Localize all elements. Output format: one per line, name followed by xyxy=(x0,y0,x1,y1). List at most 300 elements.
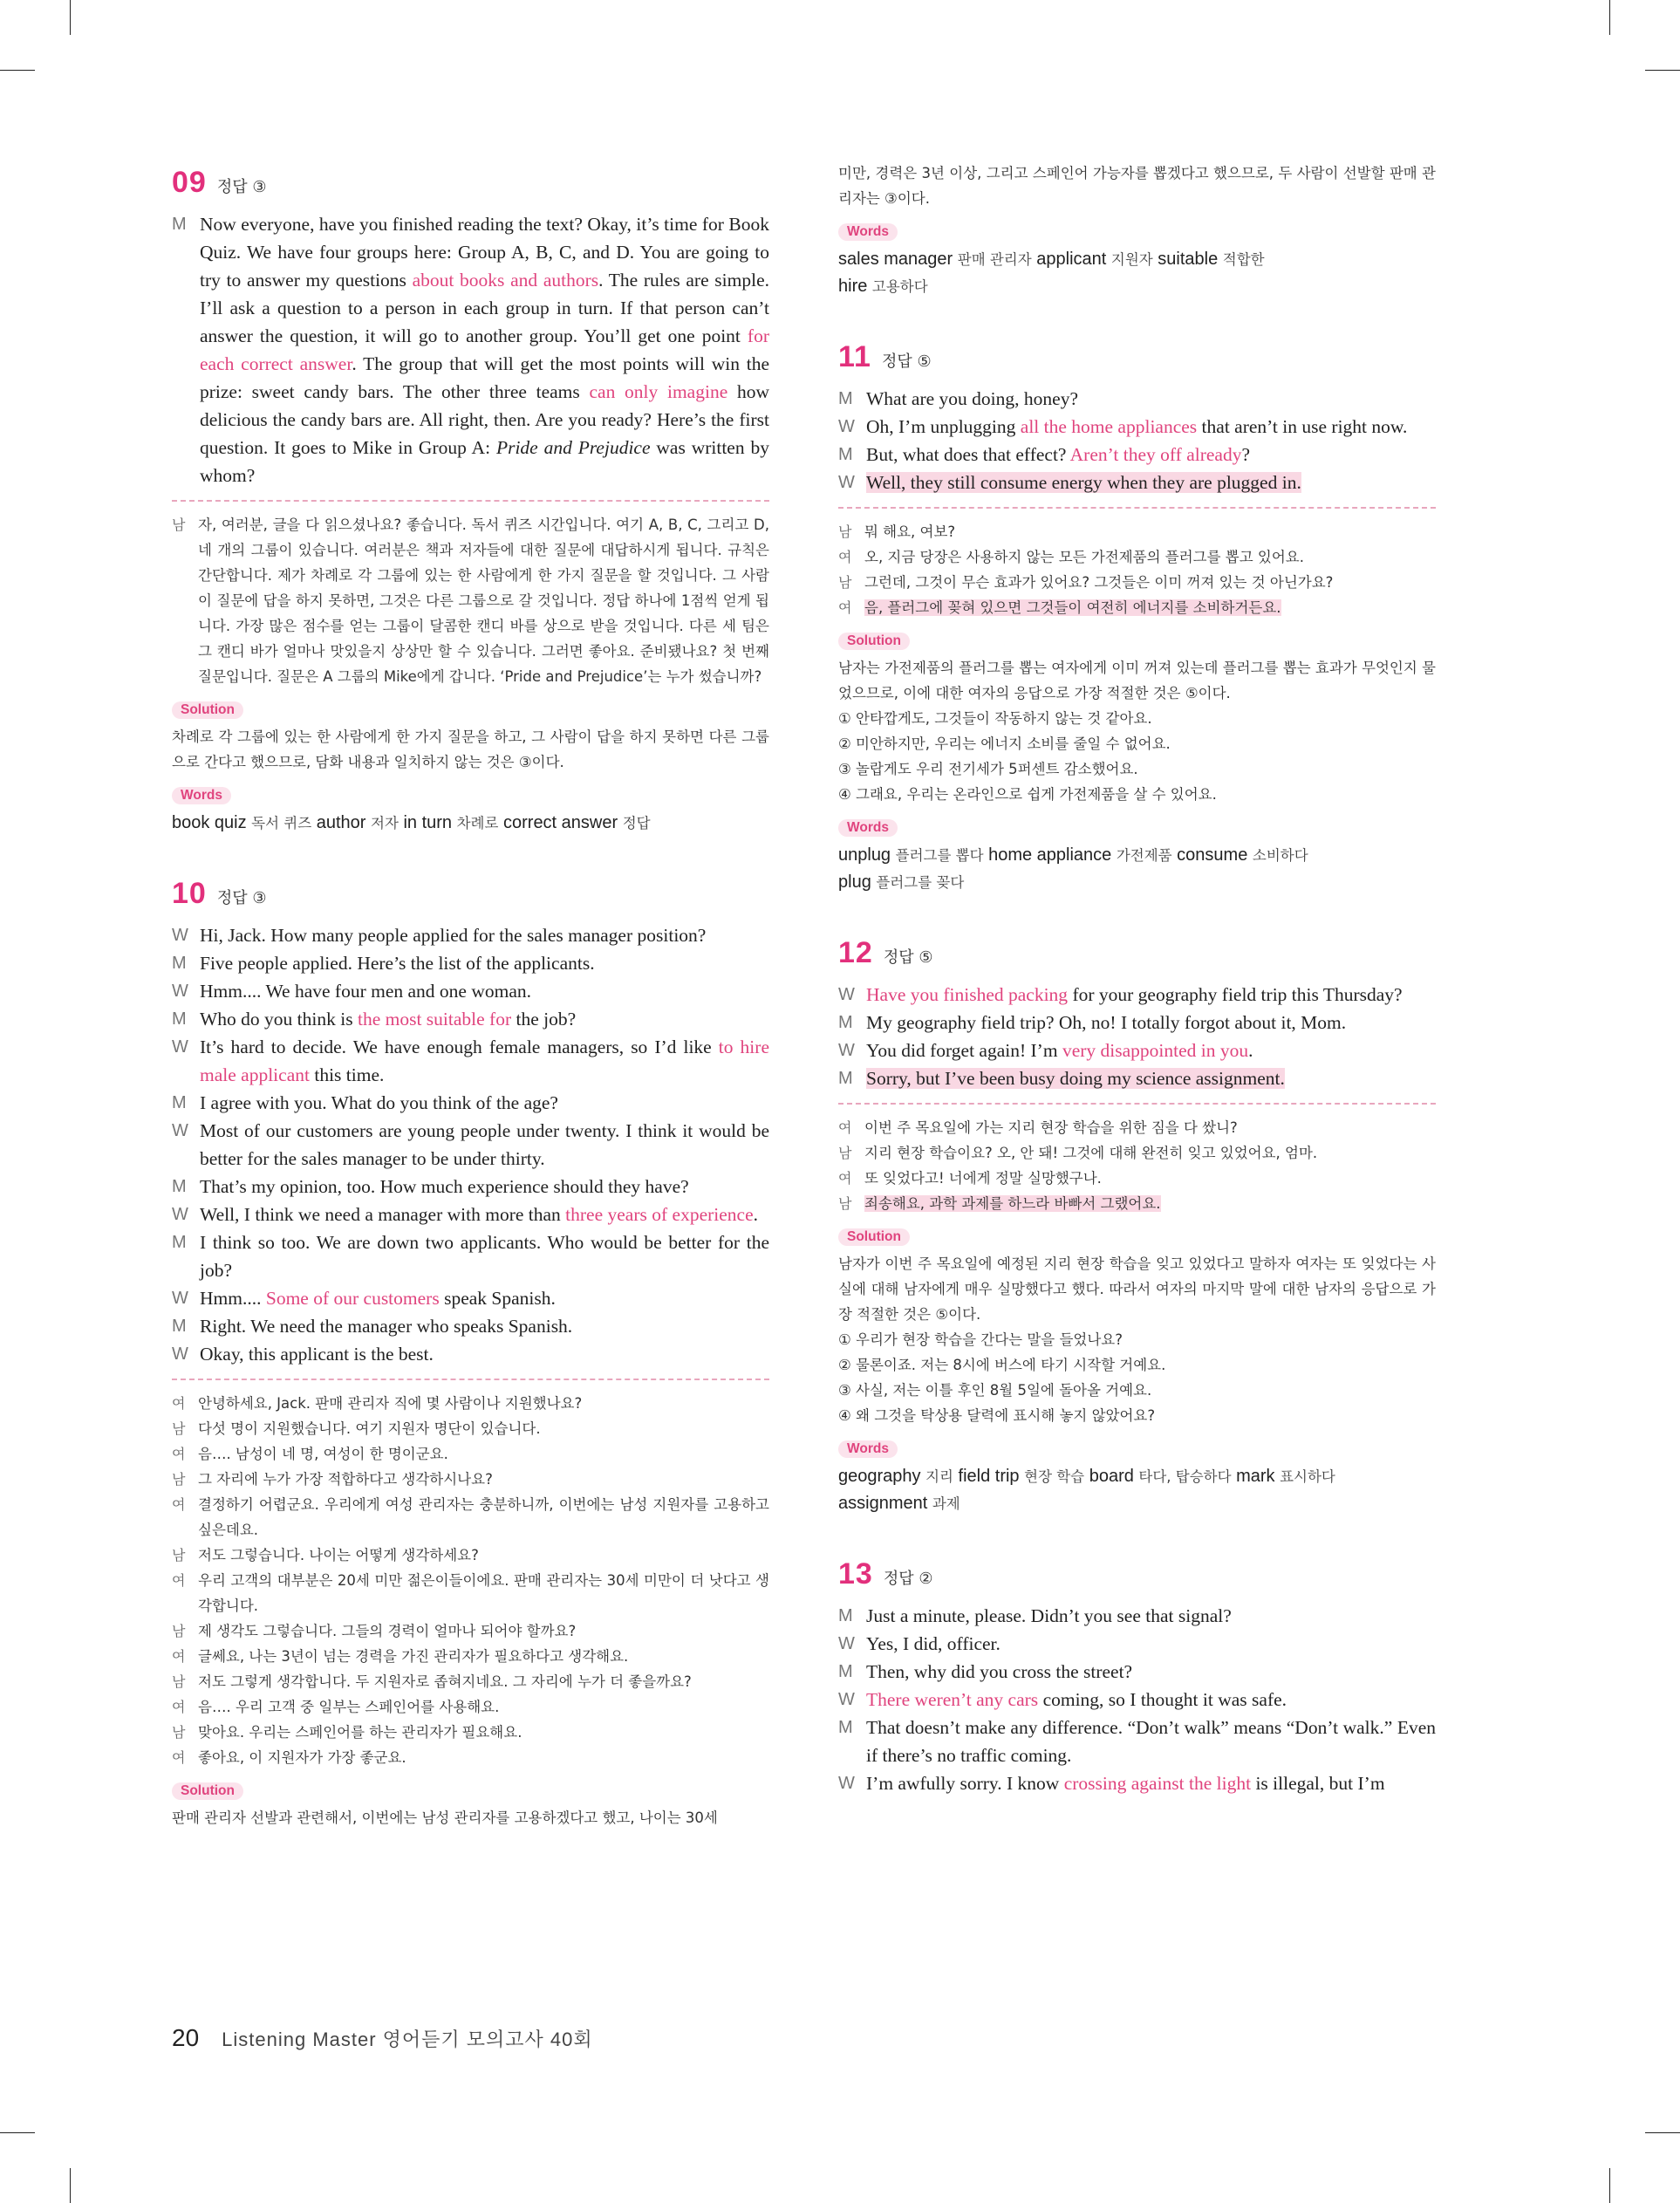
question-number: 10 xyxy=(172,877,207,910)
speaker-label: 남 xyxy=(838,1195,852,1212)
speaker-label: 남 xyxy=(172,1673,186,1690)
text-run: Who do you think is xyxy=(200,1009,358,1030)
vocab-term: field trip xyxy=(953,1467,1025,1486)
speaker-label: 여 xyxy=(172,1749,186,1766)
key-phrase: There weren’t any cars xyxy=(866,1689,1039,1710)
vocab-meaning: 고용하다 xyxy=(871,278,928,295)
dialogue-text xyxy=(200,1117,769,1173)
solution-label: Solution xyxy=(172,701,243,719)
translation-text xyxy=(864,1191,1436,1216)
speaker-label: M xyxy=(172,215,187,234)
dialogue-text xyxy=(200,1033,769,1089)
vocab-term: book quiz xyxy=(172,813,252,832)
dialogue-text xyxy=(200,1005,769,1033)
translation-line xyxy=(838,1115,1436,1140)
translation-line xyxy=(172,1694,769,1720)
translation-text: 음…. 우리 고객 중 일부는 스페인어를 사용해요. xyxy=(198,1699,500,1715)
dialogue-line xyxy=(172,1312,769,1340)
translation-line xyxy=(172,1618,769,1644)
vocab-term: unplug xyxy=(838,845,896,865)
crop-mark xyxy=(1645,70,1680,71)
text-run: Right. We need the manager who speaks Spanish. xyxy=(200,1316,573,1337)
dialogue-line xyxy=(838,1630,1436,1658)
text-run: Just a minute, please. Didn’t you see that signal? xyxy=(866,1605,1232,1626)
speaker-label: 여 xyxy=(172,1496,186,1513)
korean-translation xyxy=(172,1391,769,1770)
speaker-label: W xyxy=(838,417,855,436)
dialogue-line xyxy=(172,1173,769,1201)
speaker-label: W xyxy=(172,1344,188,1364)
dialogue-line xyxy=(172,1089,769,1117)
translation-line xyxy=(172,1391,769,1416)
text-run: Hmm.... We have four men and one woman. xyxy=(200,981,531,1002)
vocab-meaning: 플러그를 뽑다 xyxy=(895,847,984,864)
section-gap xyxy=(838,1517,1436,1557)
text-run: that aren’t in use right now. xyxy=(1197,416,1408,437)
dialogue-script xyxy=(172,210,769,489)
translation-line xyxy=(172,512,769,689)
speaker-label: 남 xyxy=(838,523,852,540)
dialogue-text xyxy=(200,210,769,489)
option-item: ④ 왜 그것을 탁상용 달력에 표시해 놓지 않았어요? xyxy=(838,1407,1156,1424)
book-title: Listening Master 영어듣기 모의고사 40회 xyxy=(222,2029,593,2050)
vocab-row xyxy=(838,842,1436,869)
translation-text: 좋아요, 이 지원자가 가장 좋군요. xyxy=(198,1749,406,1766)
translation-text: 이번 주 목요일에 가는 지리 현장 학습을 위한 짐을 다 쌌니? xyxy=(864,1119,1238,1136)
text-run: Well, I think we need a manager with more than xyxy=(200,1204,566,1225)
text-run: I think so too. We are down two applicants. Who would be better for the job? xyxy=(200,1232,769,1281)
words-label: Words xyxy=(838,1440,898,1458)
speaker-label: M xyxy=(838,389,853,408)
text-run: That doesn’t make any difference. “Don’t walk” means “Don’t walk.” Even if there’s no traffic coming. xyxy=(866,1717,1436,1766)
text-run: Okay, this applicant is the best. xyxy=(200,1344,434,1365)
dialogue-line xyxy=(172,1033,769,1089)
text-run: how delicious the candy bars are. All right, then. Are you ready? Here’s the first question. It goes to Mike in Group A: xyxy=(200,381,769,458)
speaker-label: M xyxy=(838,1069,853,1088)
vocab-meaning: 지원자 xyxy=(1110,251,1153,268)
text-run: . The group that will get the most points will win the prize: sweet candy bars. The other three teams xyxy=(200,353,769,402)
crop-mark xyxy=(0,70,35,71)
vocab-term: applicant xyxy=(1031,250,1111,269)
vocab-term: sales manager xyxy=(838,250,958,269)
question-number: 13 xyxy=(838,1557,873,1591)
text-run: Then, why did you cross the street? xyxy=(866,1661,1133,1682)
vocab-term: consume xyxy=(1171,845,1253,865)
vocabulary-list xyxy=(838,842,1436,896)
question-10-continued xyxy=(838,161,1436,300)
dialogue-text xyxy=(200,1228,769,1284)
speaker-label: W xyxy=(838,1041,855,1060)
speaker-label: 여 xyxy=(172,1446,186,1462)
speaker-label: W xyxy=(838,985,855,1004)
solution-text: 남자가 이번 주 목요일에 예정된 지리 현장 학습을 잊고 있었다고 말하자 여자는 또 잊었다는 사실에 대해 남자에게 매우 실망했다고 했다. 따라서 여자의 마지막 말에 대한 남자의 응답으로 가장 적절한 것은 ⑤이다. xyxy=(838,1255,1436,1323)
solution-label: Solution xyxy=(838,1228,910,1246)
answer-options xyxy=(838,1327,1436,1428)
vocab-meaning: 정답 xyxy=(622,815,651,831)
vocab-meaning: 타다, 탑승하다 xyxy=(1138,1468,1232,1485)
translation-text: 글쎄요, 나는 3년이 넘는 경력을 가진 관리자가 필요하다고 생각해요. xyxy=(198,1648,629,1665)
text-run: My geography field trip? Oh, no! I totally forgot about it, Mom. xyxy=(866,1012,1347,1033)
text-run: Well, they still consume energy when they are plugged in. xyxy=(866,472,1301,493)
dialogue-text xyxy=(866,1714,1436,1769)
divider xyxy=(838,507,1436,509)
speaker-label: M xyxy=(838,1013,853,1032)
vocabulary-list xyxy=(838,246,1436,300)
divider xyxy=(172,500,769,502)
option-item: ③ 놀랍게도 우리 전기세가 5퍼센트 감소했어요. xyxy=(838,761,1138,777)
speaker-label: W xyxy=(838,1690,855,1709)
dialogue-text xyxy=(866,1769,1436,1797)
crop-mark xyxy=(70,0,71,35)
vocab-row xyxy=(838,246,1436,273)
divider xyxy=(172,1379,769,1380)
text-run: this time. xyxy=(309,1064,385,1085)
dialogue-text xyxy=(866,1686,1436,1714)
translation-line xyxy=(838,1191,1436,1216)
key-phrase: Have you finished packing xyxy=(866,984,1069,1005)
dialogue-line xyxy=(172,949,769,977)
key-phrase: all the home appliances xyxy=(1020,416,1198,437)
vocab-term: plug xyxy=(838,872,877,892)
left-column xyxy=(172,166,769,1830)
text-run: Pride and Prejudice xyxy=(495,437,651,458)
translation-text xyxy=(864,595,1436,620)
key-phrase: to hire male applicant xyxy=(200,1037,769,1085)
dialogue-line xyxy=(838,1658,1436,1686)
answer-key: 정답 ② xyxy=(883,1570,933,1588)
vocab-term: home appliance xyxy=(983,845,1117,865)
dialogue-text xyxy=(866,441,1436,469)
dialogue-line xyxy=(172,1228,769,1284)
dialogue-line xyxy=(838,1686,1436,1714)
vocab-term: board xyxy=(1084,1467,1139,1486)
answer-options xyxy=(838,706,1436,807)
option-item: ① 안타깝게도, 그것들이 작동하지 않는 것 같아요. xyxy=(838,710,1152,727)
speaker-label: 남 xyxy=(172,1471,186,1488)
vocab-meaning: 현장 학습 xyxy=(1024,1468,1085,1485)
solution-text-continued: 미만, 경력은 3년 이상, 그리고 스페인어 가능자를 뽑겠다고 했으므로, 두 사람이 선발할 판매 관리자는 ③이다. xyxy=(838,165,1436,207)
vocab-meaning: 가전제품 xyxy=(1116,847,1172,864)
question-header xyxy=(172,166,769,200)
vocab-term: suitable xyxy=(1152,250,1223,269)
dialogue-text xyxy=(200,1284,769,1312)
key-phrase: three years of experience xyxy=(565,1204,754,1225)
translation-line xyxy=(172,1568,769,1618)
vocabulary-list xyxy=(172,810,769,837)
speaker-label: W xyxy=(172,982,188,1001)
korean-translation xyxy=(838,1115,1436,1216)
translation-text: 자, 여러분, 글을 다 읽으셨나요? 좋습니다. 독서 퀴즈 시간입니다. 여기 A, B, C, 그리고 D, 네 개의 그룹이 있습니다. 여러분은 책과 저자들에 대한 질문에 대답하시게 됩니다. 규칙은 간단합니다. 제가 차례로 각 그룹에 있는 한 사람에게 한 가지 질문을 할 것입니다. 그 사람이 질문에 답을 하지 못하면, 그것은 다른 그룹으로 갈 것입니다. 정답 하나에 1점씩 얻게 됩니다. 가장 많은 점수를 얻는 그룹이 달콤한 캔디 바를 상으로 받을 것입니다. 다른 세 팀은 그 캔디 바가 얼마나 맛있을지 상상만 할 수 있습니다. 그러면 좋아요. 준비됐나요? 첫 번째 질문입니다. 질문은 A 그룹의 Mike에게 갑니다. ‘Pride and Prejudice’는 누가 썼습니까? xyxy=(198,517,769,685)
speaker-label: M xyxy=(838,445,853,464)
dialogue-line xyxy=(172,977,769,1005)
solution-text: 차례로 각 그룹에 있는 한 사람에게 한 가지 질문을 하고, 그 사람이 답을 하지 못하면 다른 그룹으로 간다고 했으므로, 담화 내용과 일치하지 않는 것은 ③이다. xyxy=(172,729,769,770)
speaker-label: W xyxy=(172,1037,188,1057)
option-item: ④ 그래요, 우리는 온라인으로 쉽게 가전제품을 살 수 있어요. xyxy=(838,786,1217,803)
key-phrase: for each correct answer xyxy=(200,325,769,374)
speaker-label: 남 xyxy=(172,1623,186,1639)
crop-mark xyxy=(70,2168,71,2203)
dialogue-line xyxy=(838,1769,1436,1797)
dialogue-script xyxy=(838,385,1436,496)
question-number: 09 xyxy=(172,166,207,199)
text-run: Yes, I did, officer. xyxy=(866,1633,1000,1654)
translation-text: 음…. 남성이 네 명, 여성이 한 명이군요. xyxy=(198,1446,448,1462)
key-phrase: crossing against the light xyxy=(1063,1773,1252,1794)
dialogue-script xyxy=(838,981,1436,1092)
option-item: ② 미안하지만, 우리는 에너지 소비를 줄일 수 없어요. xyxy=(838,735,1171,752)
translation-line xyxy=(172,1644,769,1669)
translation-line xyxy=(172,1492,769,1543)
vocab-meaning: 표시하다 xyxy=(1280,1468,1335,1485)
speaker-label: 여 xyxy=(172,1648,186,1665)
text-run: But, what does that effect? xyxy=(866,444,1070,465)
speaker-label: 남 xyxy=(838,574,852,591)
vocab-meaning: 적합한 xyxy=(1222,251,1265,268)
dialogue-script xyxy=(838,1602,1436,1797)
translation-text: 우리 고객의 대부분은 20세 미만 젊은이들이에요. 판매 관리자는 30세 미만이 더 낫다고 생각합니다. xyxy=(198,1572,769,1614)
translation-text: 저도 그렇게 생각합니다. 두 지원자로 좁혀지네요. 그 자리에 누가 더 좋을까요? xyxy=(198,1673,692,1690)
translation-line xyxy=(838,1166,1436,1191)
right-column xyxy=(838,161,1436,1797)
translation-line xyxy=(838,519,1436,544)
vocab-term: author xyxy=(311,813,372,832)
dialogue-text xyxy=(866,1630,1436,1658)
section-gap xyxy=(838,300,1436,340)
dialogue-text xyxy=(866,413,1436,441)
vocab-term: assignment xyxy=(838,1494,932,1513)
vocabulary-list xyxy=(838,1463,1436,1517)
speaker-label: 남 xyxy=(172,1724,186,1741)
translation-line xyxy=(172,1745,769,1770)
question-header xyxy=(838,936,1436,970)
translation-line xyxy=(172,1467,769,1492)
speaker-label: M xyxy=(172,1233,187,1252)
speaker-label: 여 xyxy=(172,1699,186,1715)
speaker-label: W xyxy=(172,1121,188,1140)
text-run: That’s my opinion, too. How much experience should they have? xyxy=(200,1176,689,1197)
text-run: You did forget again! I’m xyxy=(866,1040,1062,1061)
dialogue-line xyxy=(838,1714,1436,1769)
dialogue-script xyxy=(172,921,769,1368)
text-run: was written by whom? xyxy=(200,437,769,486)
text-run: Sorry, but I’ve been busy doing my science assignment. xyxy=(866,1068,1285,1089)
speaker-label: 남 xyxy=(172,1547,186,1563)
dialogue-text xyxy=(866,1064,1436,1092)
speaker-label: M xyxy=(172,1177,187,1196)
answer-key: 정답 ⑤ xyxy=(883,948,933,967)
answer-key: 정답 ③ xyxy=(216,889,267,907)
dialogue-line xyxy=(838,981,1436,1009)
speaker-label: M xyxy=(172,1009,187,1029)
speaker-label: 여 xyxy=(838,1119,852,1136)
dialogue-text xyxy=(866,981,1436,1009)
speaker-label: M xyxy=(838,1606,853,1625)
dialogue-line xyxy=(172,1284,769,1312)
text-run: I’m awfully sorry. I know xyxy=(866,1773,1064,1794)
dialogue-line xyxy=(838,1064,1436,1092)
crop-mark xyxy=(1609,2168,1610,2203)
answer-highlight xyxy=(866,472,1301,493)
dialogue-text xyxy=(866,1602,1436,1630)
vocab-term: mark xyxy=(1231,1467,1280,1486)
speaker-label: W xyxy=(838,1774,855,1793)
dialogue-line xyxy=(172,921,769,949)
dialogue-line xyxy=(838,1602,1436,1630)
option-item: ③ 사실, 저는 이틀 후인 8월 5일에 돌아올 거예요. xyxy=(838,1382,1152,1399)
dialogue-text xyxy=(200,977,769,1005)
speaker-label: M xyxy=(172,954,187,973)
dialogue-line xyxy=(172,1201,769,1228)
vocab-term: hire xyxy=(838,277,872,296)
translation-text: 그런데, 그것이 무슨 효과가 있어요? 그것들은 이미 꺼져 있는 것 아닌가요? xyxy=(864,574,1334,591)
solution-label: Solution xyxy=(172,1782,243,1800)
speaker-label: W xyxy=(172,926,188,945)
vocab-meaning: 판매 관리자 xyxy=(957,251,1032,268)
section-gap xyxy=(172,837,769,877)
text-run: . The rules are simple. I’ll ask a question to a person in each group in turn. If that person can’t answer the question, it will go to another group. You’ll get one point xyxy=(200,270,770,346)
text-run: for your geography field trip this Thursday? xyxy=(1068,984,1403,1005)
page-footer xyxy=(172,2024,593,2052)
translation-line xyxy=(172,1543,769,1568)
text-run: speak Spanish. xyxy=(439,1288,556,1309)
question-header xyxy=(838,340,1436,374)
translation-line xyxy=(172,1441,769,1467)
words-label: Words xyxy=(172,787,231,804)
dialogue-text xyxy=(200,1312,769,1340)
vocab-meaning: 과제 xyxy=(932,1495,960,1512)
vocab-row xyxy=(838,1463,1436,1490)
option-item: ② 물론이죠. 저는 8시에 버스에 타기 시작할 거예요. xyxy=(838,1357,1166,1373)
dialogue-line xyxy=(838,441,1436,469)
section-gap xyxy=(838,896,1436,936)
dialogue-text xyxy=(200,1089,769,1117)
speaker-label: 여 xyxy=(172,1395,186,1412)
dialogue-text xyxy=(866,385,1436,413)
answer-highlight xyxy=(866,1068,1285,1089)
vocab-row xyxy=(838,869,1436,896)
vocab-term: geography xyxy=(838,1467,926,1486)
speaker-label: 남 xyxy=(838,1145,852,1161)
vocab-meaning: 플러그를 꽂다 xyxy=(876,874,965,891)
vocab-meaning: 저자 xyxy=(371,815,399,831)
words-label: Words xyxy=(838,223,898,241)
speaker-label: 여 xyxy=(172,1572,186,1589)
speaker-label: W xyxy=(838,1634,855,1653)
dialogue-text xyxy=(200,1340,769,1368)
dialogue-text xyxy=(200,921,769,949)
vocab-meaning: 지리 xyxy=(925,1468,953,1485)
answer-key: 정답 ③ xyxy=(216,178,267,196)
vocab-meaning: 소비하다 xyxy=(1252,847,1308,864)
translation-line xyxy=(172,1720,769,1745)
dialogue-text xyxy=(866,1658,1436,1686)
translation-text: 저도 그렇습니다. 나이는 어떻게 생각하세요? xyxy=(198,1547,479,1563)
key-phrase: about books and authors xyxy=(412,270,599,291)
text-run: Hmm.... xyxy=(200,1288,266,1309)
speaker-label: 여 xyxy=(838,549,852,565)
speaker-label: M xyxy=(172,1093,187,1112)
dialogue-line xyxy=(172,210,769,489)
translation-text: 그 자리에 누가 가장 적합하다고 생각하시나요? xyxy=(198,1471,493,1488)
korean-translation xyxy=(172,512,769,689)
key-phrase: the most suitable for xyxy=(357,1009,512,1030)
text-run: . xyxy=(1248,1040,1253,1061)
dialogue-line xyxy=(838,1009,1436,1037)
text-run: It’s hard to decide. We have enough female managers, so I’d like xyxy=(200,1037,719,1057)
question-number: 12 xyxy=(838,936,873,969)
dialogue-text xyxy=(200,1173,769,1201)
dialogue-text xyxy=(200,1201,769,1228)
answer-highlight: 죄송해요, 과학 과제를 하느라 바빠서 그랬어요. xyxy=(864,1195,1161,1212)
speaker-label: 남 xyxy=(172,517,186,533)
vocab-meaning: 차례로 xyxy=(456,815,499,831)
speaker-label: W xyxy=(172,1205,188,1224)
divider xyxy=(838,1103,1436,1105)
crop-mark xyxy=(1609,0,1610,35)
translation-line xyxy=(838,570,1436,595)
text-run: coming, so I thought it was safe. xyxy=(1038,1689,1287,1710)
speaker-label: M xyxy=(172,1317,187,1336)
words-label: Words xyxy=(838,819,898,837)
translation-line xyxy=(172,1669,769,1694)
solution-label: Solution xyxy=(838,633,910,650)
dialogue-line xyxy=(838,469,1436,496)
dialogue-text xyxy=(200,949,769,977)
key-phrase: Aren’t they off already xyxy=(1069,444,1242,465)
dialogue-line xyxy=(838,1037,1436,1064)
crop-mark xyxy=(0,2132,35,2133)
answer-highlight: 음, 플러그에 꽂혀 있으면 그것들이 여전히 에너지를 소비하거든요. xyxy=(864,599,1281,616)
vocab-row xyxy=(838,273,1436,300)
korean-translation xyxy=(838,519,1436,620)
dialogue-text xyxy=(866,469,1436,496)
translation-text: 오, 지금 당장은 사용하지 않는 모든 가전제품의 플러그를 뽑고 있어요. xyxy=(864,549,1304,565)
translation-text: 지리 현장 학습이요? 오, 안 돼! 그것에 대해 완전히 잊고 있었어요, 엄마. xyxy=(864,1145,1318,1161)
translation-text: 제 생각도 그렇습니다. 그들의 경력이 얼마나 되어야 할까요? xyxy=(198,1623,577,1639)
key-phrase: very disappointed in you xyxy=(1062,1040,1249,1061)
page-number: 20 xyxy=(172,2024,200,2051)
translation-line xyxy=(172,1416,769,1441)
speaker-label: W xyxy=(172,1289,188,1308)
speaker-label: M xyxy=(838,1662,853,1681)
key-phrase: Some of our customers xyxy=(265,1288,440,1309)
question-header xyxy=(838,1557,1436,1591)
vocab-row xyxy=(172,810,769,837)
vocab-term: correct answer xyxy=(498,813,623,832)
dialogue-line xyxy=(172,1117,769,1173)
speaker-label: 여 xyxy=(838,599,852,616)
text-run: is illegal, but I’m xyxy=(1251,1773,1385,1794)
text-run: ? xyxy=(1241,444,1251,465)
text-run: Most of our customers are young people under twenty. I think it would be better for the sales manager to be under thirty. xyxy=(200,1120,769,1169)
translation-line xyxy=(838,595,1436,620)
speaker-label: M xyxy=(838,1718,853,1737)
translation-line xyxy=(838,544,1436,570)
dialogue-line xyxy=(172,1340,769,1368)
question-10 xyxy=(172,877,769,1830)
dialogue-text xyxy=(866,1009,1436,1037)
speaker-label: 여 xyxy=(838,1170,852,1187)
solution-text: 판매 관리자 선발과 관련해서, 이번에는 남성 관리자를 고용하겠다고 했고, 나이는 30세 xyxy=(172,1810,718,1826)
text-run: the job? xyxy=(511,1009,577,1030)
question-11 xyxy=(838,340,1436,896)
text-run: I agree with you. What do you think of the age? xyxy=(200,1092,558,1113)
vocab-row xyxy=(838,1490,1436,1517)
dialogue-line xyxy=(838,385,1436,413)
question-09 xyxy=(172,166,769,837)
dialogue-text xyxy=(866,1037,1436,1064)
translation-text: 또 잊었다고! 너에게 정말 실망했구나. xyxy=(864,1170,1102,1187)
